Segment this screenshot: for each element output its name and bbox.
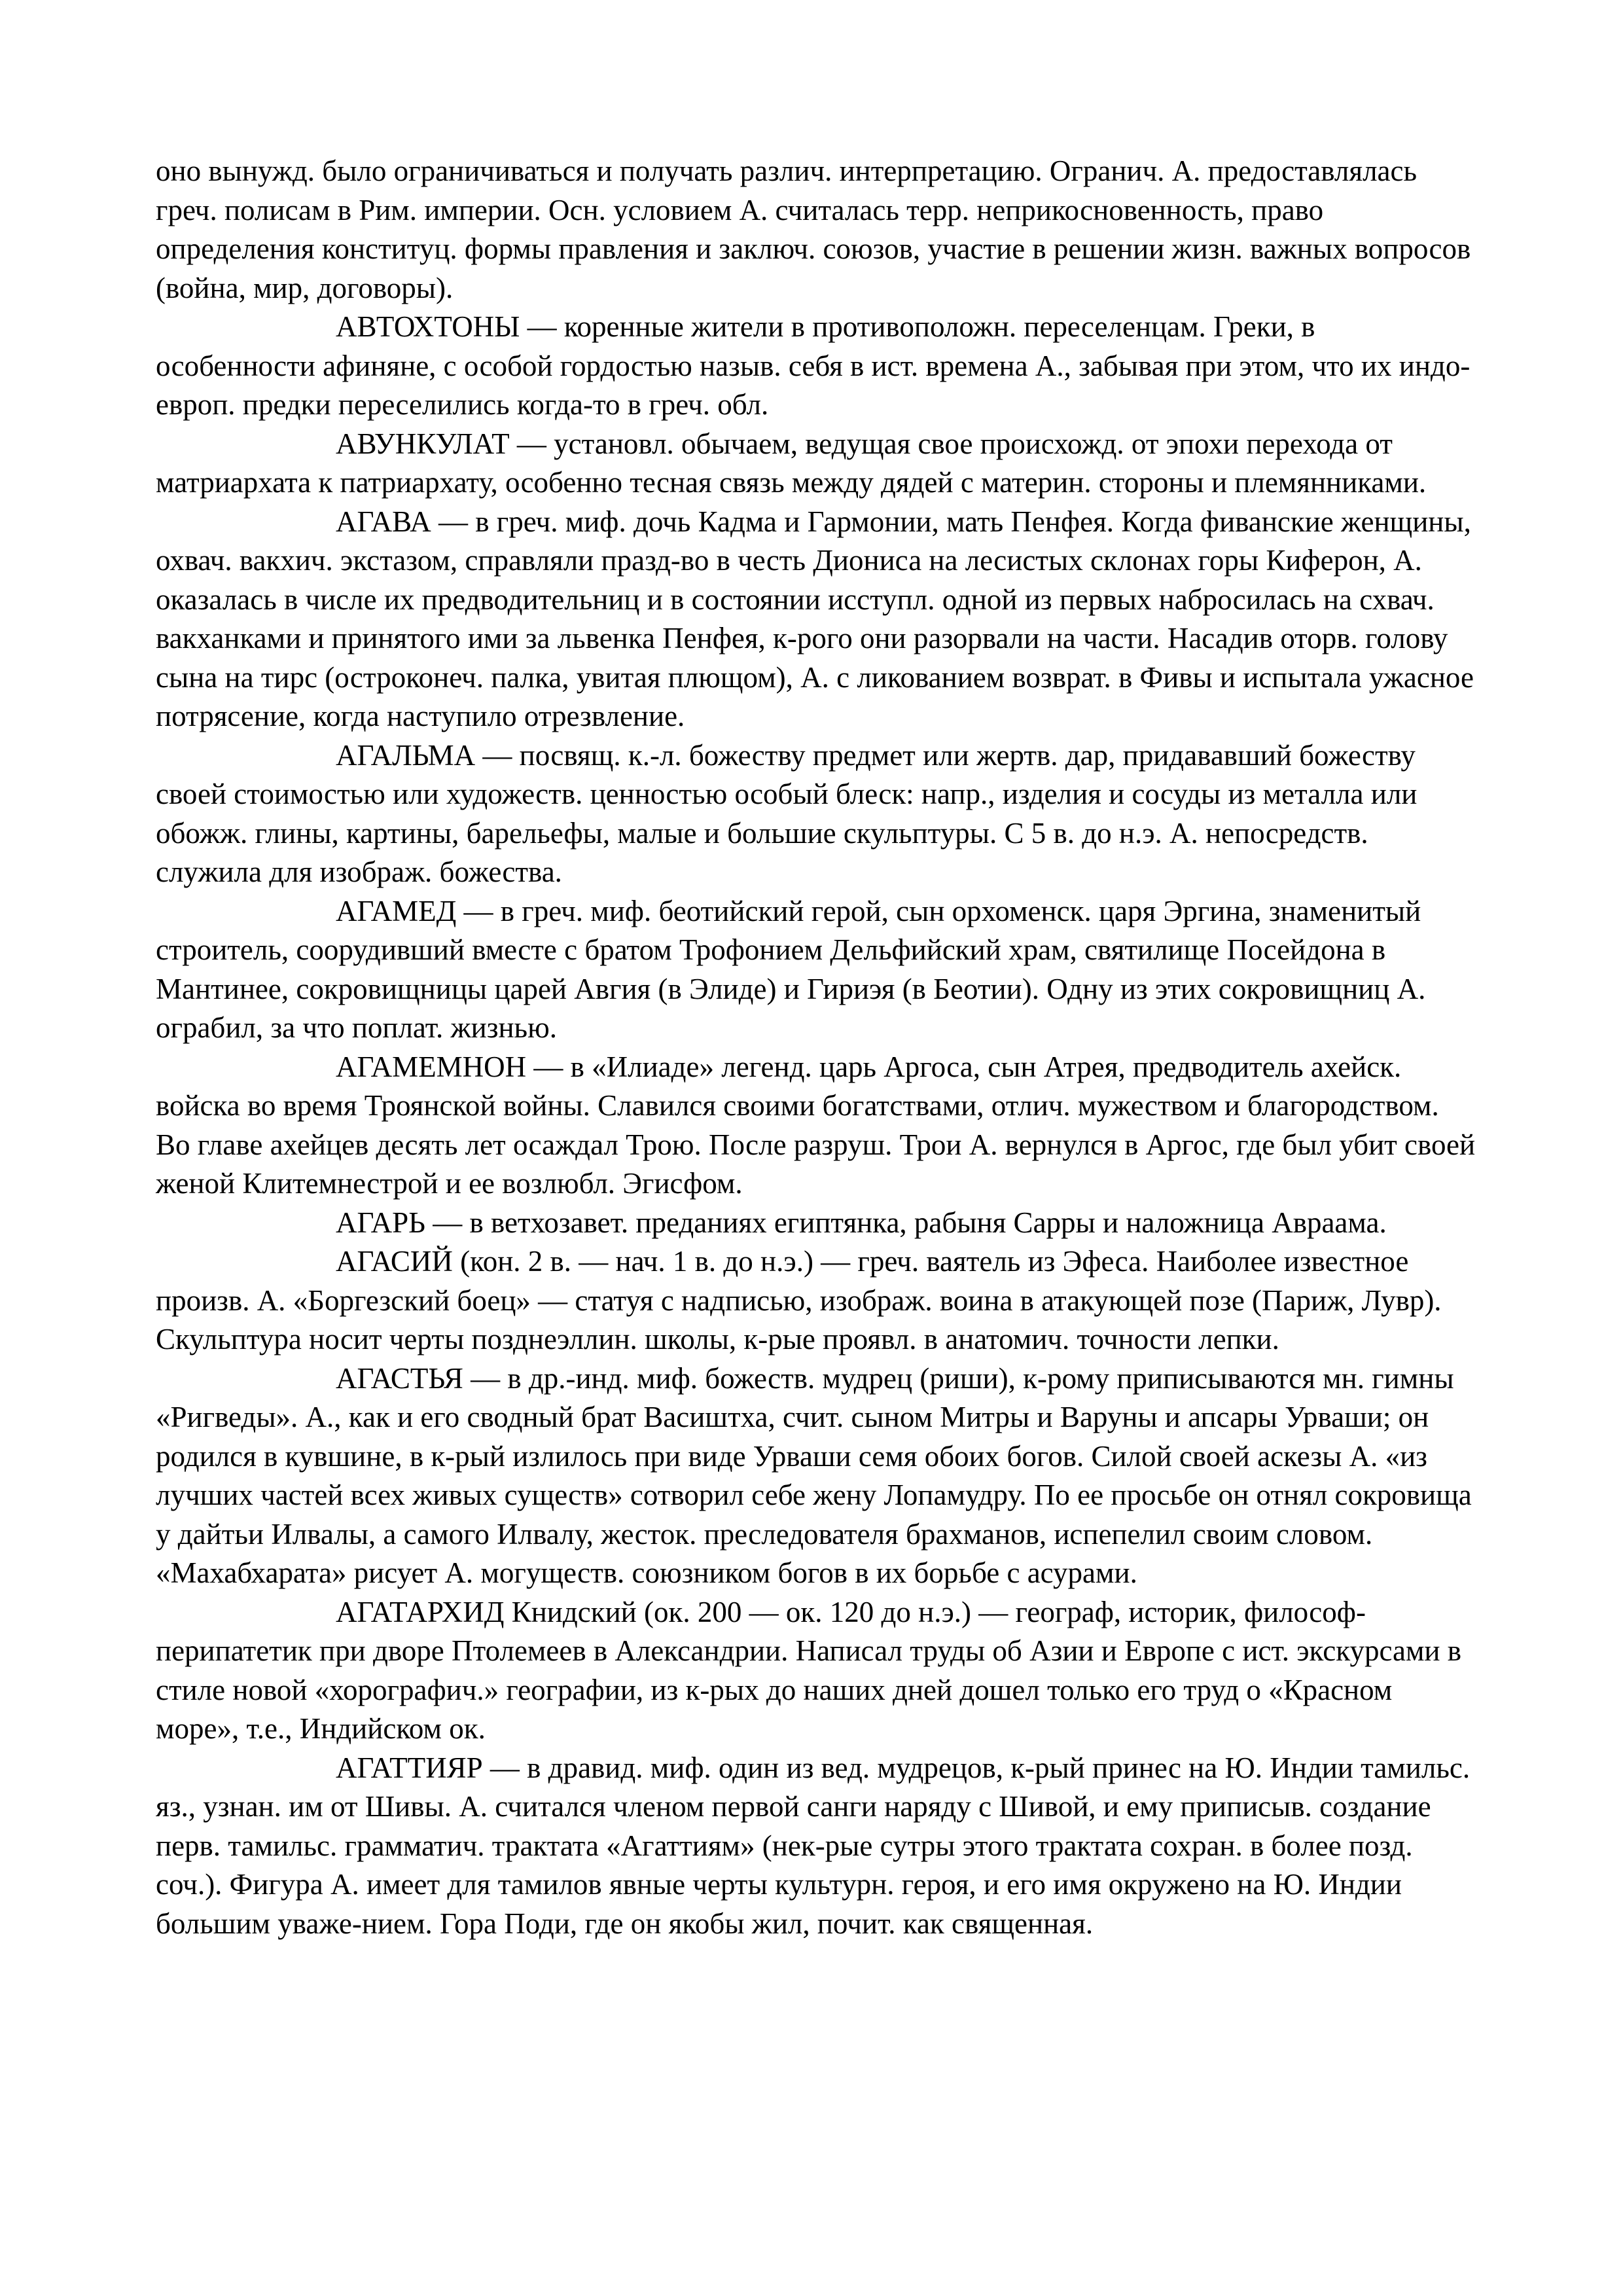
entry-agattiyar: АГАТТИЯР — в дравид. миф. один из вед. мудрецов, к-рый принес на Ю. Индии тамильс. яз., узнан. им от Шивы. А. считался членом первой санги наряду с Шивой, и ему приписыв. создание перв. тамильс. грамматич. трактата «Агаттиям» (нек-рые сутры этого трактата сохран. в более позд. соч.). Фигура А. имеет для тамилов явные черты культурн. героя, и его имя окружено на Ю. Индии большим уваже-нием. Гора Поди, где он якобы жил, почит. как священная.	[156, 1751, 1471, 1940]
entry-agamemnon: АГАМЕМНОН — в «Илиаде» легенд. царь Аргоса, сын Атрея, предводитель ахейск. войска во время Троянской войны. Славился своими богатствами, отлич. мужеством и благородством. Во главе ахейцев десять лет осаждал Трою. После разруш. Трои А. вернулся в Аргос, где был убит своей женой Клитемнестрой и ее возлюбл. Эгисфом.	[156, 1050, 1476, 1200]
entry-avunkulat: АВУНКУЛАТ — установл. обычаем, ведущая свое происхожд. от эпохи перехода от матриархата к патриархату, особенно тесная связь между дядей с материн. стороны и племянниками.	[156, 427, 1427, 499]
entry-agamed: АГАМЕД — в греч. миф. беотийский герой, сын орхоменск. царя Эргина, знаменитый строитель, соорудивший вместе с братом Трофонием Дельфийский храм, святилище Посейдона в Мантинее, сокровищницы царей Авгия (в Элиде) и Гириэя (в Беотии). Одну из этих сокровищниц А. ограбил, за что поплат. жизнью.	[156, 894, 1426, 1044]
entry-agalma: АГАЛЬМА — посвящ. к.-л. божеству предмет или жертв. дар, придававший божеству своей стоимостью или художеств. ценностью особый блеск: напр., изделия и сосуды из металла или обожж. глины, картины, барельефы, малые и большие скульптуры. С 5 в. до н.э. А. непосредств. служила для изображ. божества.	[156, 738, 1418, 888]
entry-agasiy: АГАСИЙ (кон. 2 в. — нач. 1 в. до н.э.) — греч. ваятель из Эфеса. Наиболее известное произв. А. «Боргезский боец» — статуя с надписью, изображ. воина в атакующей позе (Париж, Лувр). Скульптура носит черты позднеэллин. школы, к-рые проявл. в анатомич. точности лепки.	[156, 1245, 1442, 1355]
entry-agatarkhid: АГАТАРХИД Книдский (ок. 200 — ок. 120 до н.э.) — географ, историк, философ-перипатетик при дворе Птолемеев в Александрии. Написал труды об Азии и Европе с ист. экскурсами в стиле новой «хорографич.» географии, из к-рых до наших дней дошел только его труд о «Красном море», т.е., Индийском ок.	[156, 1595, 1462, 1745]
entry-agastya: АГАСТЬЯ — в др.-инд. миф. божеств. мудрец (риши), к-рому приписываются мн. гимны «Ригведы». А., как и его сводный брат Васиштха, счит. сыном Митры и Варуны и апсары Урваши; он родился в кувшине, в к-рый излилось при виде Урваши семя обоих богов. Силой своей аскезы А. «из лучших частей всех живых существ» сотворил себе жену Лопамудру. По ее просьбе он отнял сокровища у дайтьи Илвалы, а самого Илвалу, жесток. преследователя брахманов, испепелил своим словом. «Махабхарата» рисует А. могуществ. союзником богов в их борьбе с асурами.	[156, 1361, 1472, 1589]
document-page	[156, 152, 1478, 1943]
continuation-paragraph: оно вынужд. было ограничиваться и получать различ. интерпретацию. Огранич. А. предоставлялась греч. полисам в Рим. империи. Осн. условием А. считалась терр. неприкосновенность, право определения конституц. формы правления и заключ. союзов, участие в решении жизн. важных вопросов (война, мир, договоры).	[156, 154, 1471, 304]
entry-agava: АГАВА — в греч. миф. дочь Кадма и Гармонии, мать Пенфея. Когда фиванские женщины, охвач. вакхич. экстазом, справляли празд-во в честь Диониса на лесистых склонах горы Киферон, А. оказалась в числе их предводительниц и в состоянии исступл. одной из первых набросилась на схвач. вакханками и принятого ими за львенка Пенфея, к-рого они разорвали на части. Насадив оторв. голову сына на тирс (остроконеч. палка, увитая плющом), А. с ликованием возврат. в Фивы и испытала ужасное потрясение, когда наступило отрезвление.	[156, 505, 1474, 732]
entry-agar: АГАРЬ — в ветхозавет. преданиях египтянка, рабыня Сарры и наложница Авраама.	[336, 1206, 1387, 1239]
entry-avtokhtony: АВТОХТОНЫ — коренные жители в противоположн. переселенцам. Греки, в особенности афиняне, с особой гордостью назыв. себя в ист. времена А., забывая при этом, что их индо-европ. предки переселились когда-то в греч. обл.	[156, 310, 1471, 421]
